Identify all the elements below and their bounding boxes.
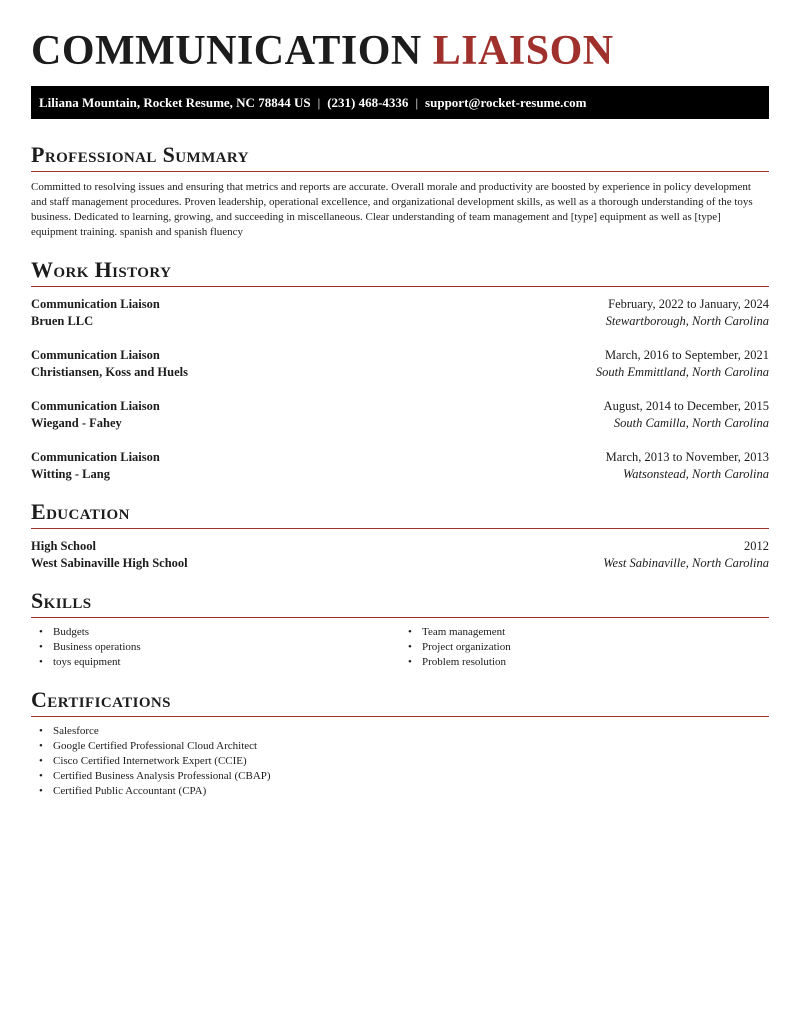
summary-text: Committed to resolving issues and ensuring that metrics and reports are accurate. Overall morale and productivity are boosted by experience in policy development and staff management procedures. Proven leadership, operational excellence, and organizational development skills, as well as a thorough understanding of the toys business. Dedicated to learning, growing, and succeeding in miscellaneous. Clear understanding of team management and [type] equipment as well as [type] equipment training. spanish and spanish fluency: [31, 181, 753, 238]
job-company: Wiegand - Fahey: [31, 416, 122, 430]
skill-item: • toys equipment: [53, 655, 400, 670]
education-heading: Education: [31, 499, 769, 529]
certifications-heading: Certifications: [31, 687, 769, 717]
skills-list-right: [400, 625, 769, 670]
job-location: South Emmittland, North Carolina: [595, 365, 769, 379]
job-location: Watsonstead, North Carolina: [623, 467, 769, 481]
job-entry: [31, 296, 769, 330]
contact-phone: (231) 468-4336: [327, 95, 409, 110]
job-role: Communication Liaison: [31, 399, 160, 413]
contact-bar: [31, 86, 769, 119]
work-history-section: [31, 257, 769, 481]
job-dates: March, 2016 to September, 2021: [604, 348, 769, 362]
skills-list-left: [31, 625, 400, 670]
contact-separator: |: [415, 95, 419, 110]
skill-item: • Problem resolution: [422, 655, 769, 670]
job-company: Christiansen, Koss and Huels: [31, 365, 188, 379]
job-dates: February, 2022 to January, 2024: [608, 297, 769, 311]
skills-columns: [31, 625, 769, 670]
certification-item: • Certified Business Analysis Professional (CBAP): [53, 769, 769, 784]
certification-item: • Google Certified Professional Cloud Architect: [53, 739, 769, 754]
education-entry: [31, 538, 769, 572]
skills-heading: Skills: [31, 588, 769, 618]
education-year: 2012: [744, 539, 769, 553]
job-entry: [31, 449, 769, 483]
education-location: West Sabinaville, North Carolina: [603, 556, 769, 570]
job-role: Communication Liaison: [31, 450, 160, 464]
resume-title: [31, 28, 769, 74]
certifications-list: [31, 724, 769, 799]
contact-email: support@rocket-resume.com: [425, 95, 587, 110]
title-last-word: LIAISON: [432, 28, 614, 74]
job-entry: [31, 347, 769, 381]
skill-item: • Budgets: [53, 625, 400, 640]
certifications-section: [31, 687, 769, 799]
work-history-heading: Work History: [31, 257, 769, 287]
job-role: Communication Liaison: [31, 348, 160, 362]
skill-item: • Business operations: [53, 640, 400, 655]
skill-item: • Project organization: [422, 640, 769, 655]
job-role: Communication Liaison: [31, 297, 160, 311]
education-school: West Sabinaville High School: [31, 556, 188, 570]
education-section: [31, 499, 769, 570]
education-degree: High School: [31, 539, 96, 553]
resume-page: [31, 0, 769, 797]
job-company: Bruen LLC: [31, 314, 94, 328]
job-entry: [31, 398, 769, 432]
title-first-word: COMMUNICATION: [31, 28, 422, 74]
certification-item: • Certified Public Accountant (CPA): [53, 784, 769, 799]
job-company: Witting - Lang: [31, 467, 110, 481]
job-dates: March, 2013 to November, 2013: [605, 450, 769, 464]
certification-item: • Cisco Certified Internetwork Expert (CCIE): [53, 754, 769, 769]
job-dates: August, 2014 to December, 2015: [603, 399, 769, 413]
contact-address: Liliana Mountain, Rocket Resume, NC 78844 US: [39, 95, 311, 110]
certification-item: • Salesforce: [53, 724, 769, 739]
summary-heading: Professional Summary: [31, 142, 769, 172]
summary-section: [31, 142, 769, 240]
job-location: Stewartborough, North Carolina: [605, 314, 769, 328]
job-location: South Camilla, North Carolina: [613, 416, 769, 430]
contact-separator: |: [317, 95, 321, 110]
skills-section: [31, 588, 769, 670]
skill-item: • Team management: [422, 625, 769, 640]
